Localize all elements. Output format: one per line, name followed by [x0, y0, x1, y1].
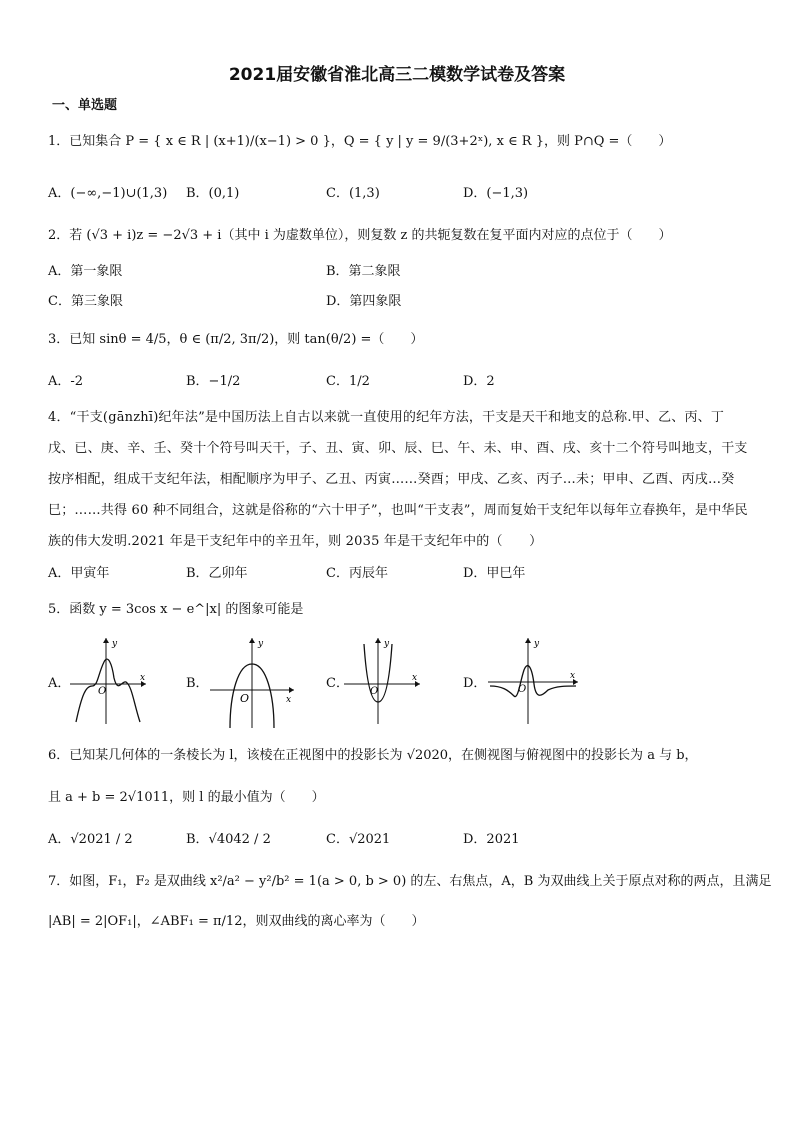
q5b-y-label: y	[258, 639, 264, 649]
question-6-stem-line-2: 且 a + b = 2√1011，则 l 的最小值为（ ）	[48, 790, 325, 805]
q6-option-a: A．√2021 / 2	[48, 832, 133, 847]
q2-option-d: D．第四象限	[326, 294, 402, 309]
q5-graph-c	[342, 634, 424, 726]
q5-graph-a	[68, 634, 150, 726]
q1-option-c: C．(1,3)	[326, 186, 380, 201]
q5d-x-label: x	[570, 671, 576, 681]
q5-option-d: D．	[463, 676, 487, 691]
q3-option-c: C．1/2	[326, 374, 370, 389]
question-4-stem: 4．“干支(gānzhī)纪年法”是中国历法上自古以来就一直使用的纪年方法，干支是天干和地支的总称.甲、乙、丙、丁戊、已、庚、辛、壬、癸十个符号叫天干，子、丑、寅、卯、辰、巳、午、未、申、酉、戌、亥十二个符号叫地支，干支按序相配，组成干支纪年法，相配顺序为甲子、乙丑、丙寅……癸酉；甲戌、乙亥、丙子…未；甲申、乙酉、丙戌…癸巳；……共得 60 种不同组合，这就是俗称的“六十甲子”，也叫“干支表”，周而复始干支纪年以每年立春换年，是中华民族的伟大发明.2021 年是干支纪年中的辛丑年，则 2035 年是干支纪年中的（ ）	[48, 410, 748, 549]
q5-option-b: B．	[186, 676, 209, 691]
q5a-x-label: x	[140, 673, 146, 683]
question-2-stem: 2．若 (√3 + i)z = −2√3 + i（其中 i 为虚数单位），则复数 z 的共轭复数在复平面内对应的点位于（ ）	[48, 228, 672, 243]
question-6-stem-line-1: 6．已知某几何体的一条棱长为 l，该棱在正视图中的投影长为 √2020，在侧视图与俯视图中的投影长为 a 与 b，	[48, 748, 698, 763]
q5-graph-b	[208, 634, 298, 730]
q5-option-c: C．	[326, 676, 349, 691]
q5d-origin: O	[518, 684, 527, 695]
question-3-stem: 3．已知 sinθ = 4/5，θ ∈ (π/2, 3π/2)，则 tan(θ/2) =（ ）	[48, 332, 424, 347]
q5b-origin: O	[240, 692, 250, 705]
q4-option-d: D．甲巳年	[463, 566, 526, 581]
q1-option-d: D．(−1,3)	[463, 186, 529, 201]
q5-option-a: A．	[48, 676, 71, 691]
question-7-stem-line-1: 7．如图，F₁，F₂ 是双曲线 x²/a² − y²/b² = 1(a > 0, b > 0) 的左、右焦点，A，B 为双曲线上关于原点对称的两点，且满足	[48, 874, 772, 889]
q4-option-b: B．乙卯年	[186, 566, 248, 581]
q3-option-d: D．2	[463, 374, 495, 389]
q3-option-a: A．-2	[48, 374, 84, 389]
question-7-stem-line-2: |AB| = 2|OF₁|，∠ABF₁ = π/12，则双曲线的离心率为（ ）	[48, 914, 425, 929]
q4-option-a: A．甲寅年	[48, 566, 110, 581]
q5c-origin: O	[370, 686, 379, 697]
q6-option-b: B．√4042 / 2	[186, 832, 271, 847]
q2-option-b: B．第二象限	[326, 264, 401, 279]
q1-option-b: B．(0,1)	[186, 186, 240, 201]
q1-option-a: A．(−∞,−1)∪(1,3)	[48, 186, 168, 201]
q5c-y-label: y	[384, 639, 390, 649]
q5c-x-label: x	[412, 673, 418, 683]
question-5-stem: 5．函数 y = 3cos x − e^|x| 的图象可能是	[48, 602, 304, 617]
section-heading: 一、单选题	[52, 98, 118, 113]
question-1-stem: 1．已知集合 P = { x ∈ R | (x+1)/(x−1) > 0 }，Q = { y | y = 9/(3+2ˣ), x ∈ R }，则 P∩Q =（ ）	[48, 134, 672, 149]
q3-option-b: B．−1/2	[186, 374, 241, 389]
q5b-x-label: x	[286, 695, 292, 705]
q5a-y-label: y	[112, 639, 118, 649]
q5d-y-label: y	[534, 639, 540, 649]
q5-graph-d	[486, 634, 582, 726]
q6-option-c: C．√2021	[326, 832, 391, 847]
q5a-origin: O	[98, 686, 107, 697]
q2-option-a: A．第一象限	[48, 264, 123, 279]
q4-option-c: C．丙辰年	[326, 566, 388, 581]
q2-option-c: C．第三象限	[48, 294, 123, 309]
q6-option-d: D．2021	[463, 832, 520, 847]
page-title: 2021届安徽省淮北高三二模数学试卷及答案	[228, 65, 566, 85]
